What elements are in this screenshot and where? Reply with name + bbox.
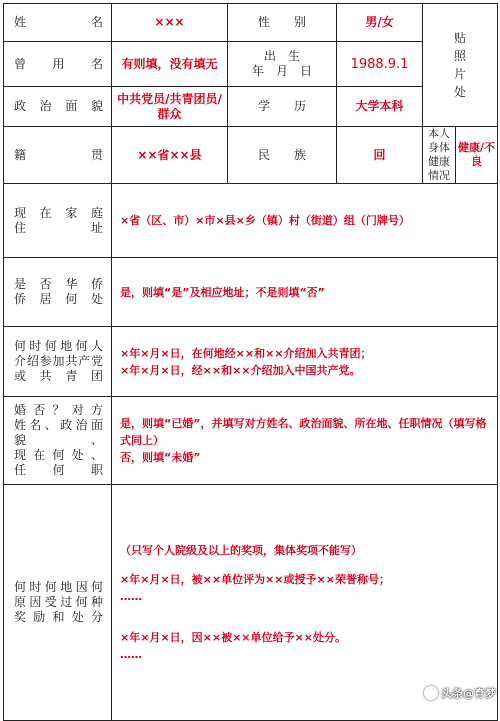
birth-value: 1988.9.1	[337, 42, 423, 87]
health-label: 本人身体健康情况	[423, 127, 456, 184]
name-value: ×××	[112, 4, 228, 42]
awards-reward: ×年×月×日，被××单位评为××或授予××荣誉称号；	[120, 573, 390, 586]
overseas-label-line1: 是否华侨	[14, 277, 103, 291]
party-value: ×年×月×日，在何地经××和××介绍加入共青团； ×年×月×日，经××和××介绍加入中国共产党。	[112, 327, 498, 397]
photo-label-3: 片	[454, 67, 467, 81]
marriage-label-line3: 现在何处、	[14, 448, 103, 462]
address-value: ×省（区、市）×市×县×乡（镇）村（街道）组（门牌号）	[112, 184, 498, 258]
row-name	[4, 4, 498, 42]
birth-label-line2: 年 月 日	[252, 64, 313, 78]
gender-label: 性 别	[228, 4, 337, 42]
marriage-value: 是，则填“已婚”，并填写对方姓名、政治面貌、所在地、任职情况（填写格式同上） 否，则填“未婚”	[112, 397, 498, 485]
awards-label-line2: 原因受过何种	[14, 595, 103, 609]
watermark	[424, 685, 496, 701]
former-name-label: 曾 用 名	[4, 42, 112, 87]
photo-label-4: 处	[454, 85, 467, 99]
party-label	[4, 327, 112, 397]
native-place-label: 籍 贯	[4, 127, 112, 184]
marriage-label	[4, 397, 112, 485]
form-table	[3, 3, 498, 721]
ethnic-label: 民 族	[228, 127, 337, 184]
native-place-value: ××省××县	[112, 127, 228, 184]
photo-placeholder	[423, 4, 498, 127]
party-label-line2: 介绍参加共产党	[14, 354, 103, 368]
photo-label-2: 照	[454, 49, 467, 63]
party-label-line3: 或共青团	[14, 369, 103, 383]
education-label: 学 历	[228, 87, 337, 127]
former-name-value: 有则填，没有填无	[112, 42, 228, 87]
resume-form	[3, 3, 497, 700]
health-value: 健康/不良	[456, 127, 498, 184]
marriage-label-line1: 婚否？对方	[14, 403, 103, 417]
photo-label-1: 贴	[454, 31, 467, 45]
awards-dots-1: ……	[120, 590, 142, 603]
watermark-text: 头条@育梦	[441, 687, 496, 700]
awards-dots-2: ……	[120, 648, 142, 661]
political-label: 政 治 面 貌	[4, 87, 112, 127]
birth-label	[228, 42, 337, 87]
political-value: 中共党员/共青团员/群众	[112, 87, 228, 127]
overseas-label-line2: 侨居何处	[14, 292, 103, 306]
ethnic-value: 回	[337, 127, 423, 184]
awards-label	[4, 485, 112, 721]
overseas-value: 是，则填“是”及相应地址；不是则填“否”	[112, 258, 498, 327]
awards-label-line3: 奖励和处分	[14, 610, 103, 624]
awards-note: （只写个人院级及以上的奖项，集体奖项不能写）	[120, 544, 362, 557]
education-value: 大学本科	[337, 87, 423, 127]
address-label-line2: 住 址	[14, 220, 103, 235]
overseas-label	[4, 258, 112, 327]
awards-label-line1: 何时何地因何	[14, 580, 103, 594]
marriage-label-line4: 任 何 职	[14, 463, 103, 477]
birth-label-line1: 出 生	[264, 49, 301, 63]
address-label-line1: 现在家庭	[14, 205, 103, 220]
address-label	[4, 184, 112, 258]
watermark-logo-icon	[424, 686, 438, 700]
awards-punishment: ×年×月×日，因××被××单位给予××处分。	[120, 631, 346, 644]
name-label: 姓 名	[4, 4, 112, 42]
gender-value: 男/女	[337, 4, 423, 42]
row-overseas	[4, 258, 498, 327]
row-native	[4, 127, 498, 184]
marriage-label-line2: 姓名、政治面貌、	[14, 418, 103, 447]
row-address	[4, 184, 498, 258]
party-label-line1: 何时何地何人	[14, 339, 103, 353]
row-party	[4, 327, 498, 397]
row-marriage	[4, 397, 498, 485]
